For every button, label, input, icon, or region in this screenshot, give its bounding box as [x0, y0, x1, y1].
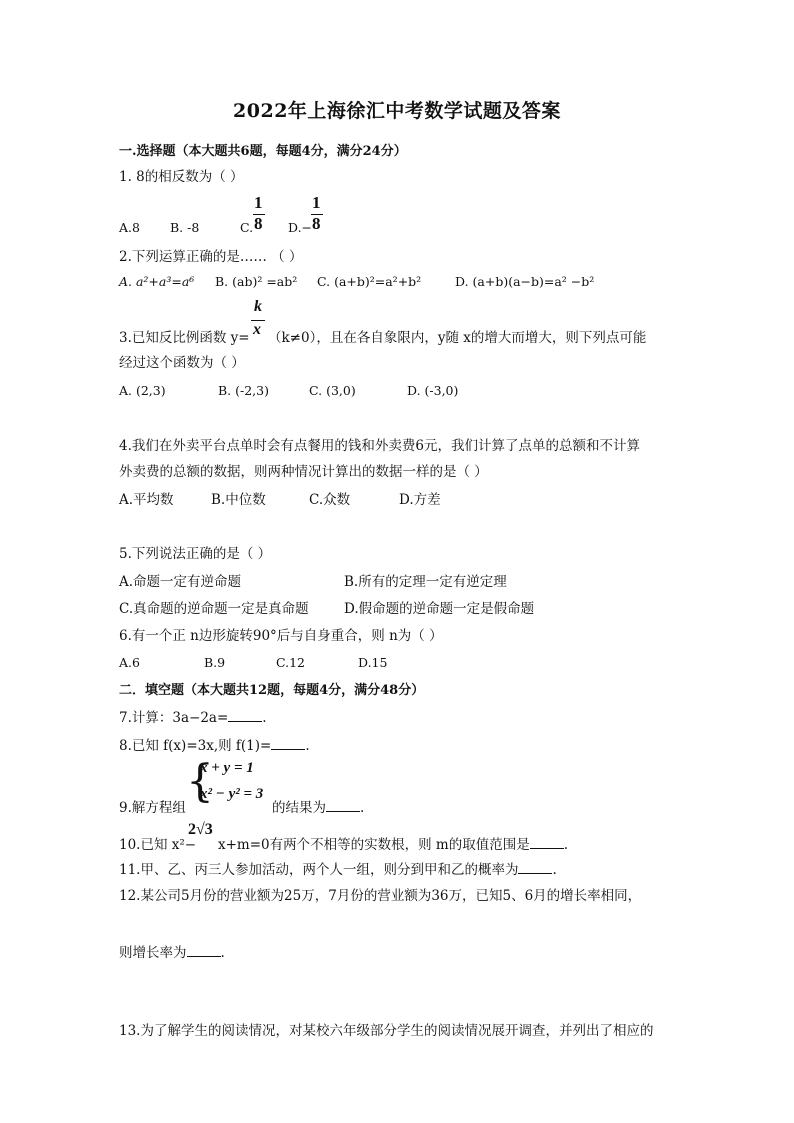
section-heading-fill: 二．填空题（本大题共12题，每题4分，满分48分） — [119, 683, 425, 698]
q6-option-b: B.9 — [204, 655, 226, 670]
question-12-line1: 12.某公司5月份的营业额为25万，7月份的营业额为36万，已知5、6月的增长率相同， — [119, 888, 642, 904]
q11-text: 11.甲、乙、丙三人参加活动，两个人一组，则分到甲和乙的概率为 — [119, 862, 519, 878]
q4-option-c: C.众数 — [309, 492, 351, 508]
q4-option-a: A.平均数 — [119, 492, 174, 508]
question-7 — [119, 706, 267, 726]
q9-post: 的结果为 — [272, 800, 326, 816]
question-5-stem: 5.下列说法正确的是（ ） — [119, 546, 272, 562]
q5-option-c: C.真命题的逆命题一定是真命题 — [119, 601, 309, 617]
q3-frac-denominator: x — [253, 321, 261, 338]
q10-answer-blank[interactable] — [530, 836, 564, 849]
q10-root-coefficient: 2√3 — [188, 821, 213, 838]
q7-text: 7.计算：3a−2a= — [119, 710, 229, 726]
q1-d-numerator: 1 — [312, 193, 321, 212]
q5-option-d: D.假命题的逆命题一定是假命题 — [344, 601, 535, 617]
q1-c-denominator: 8 — [254, 214, 263, 233]
question-8 — [119, 734, 310, 754]
question-4-line1: 4.我们在外卖平台点单时会有点餐用的钱和外卖费6元，我们计算了点单的总额和不计算 — [119, 438, 640, 454]
q9-answer-blank[interactable] — [326, 799, 360, 812]
q6-option-a: A.6 — [119, 655, 140, 670]
page-title: 2022年上海徐汇中考数学试题及答案 — [233, 100, 561, 122]
q12-text: 则增长率为 — [119, 945, 187, 961]
question-11 — [119, 858, 557, 878]
q3-option-b: B. (-2,3) — [218, 383, 269, 398]
q12-answer-blank[interactable] — [187, 944, 221, 957]
q8-answer-blank[interactable] — [271, 737, 305, 750]
q8-text: 8.已知 f(x)=3x,则 f(1)= — [119, 738, 272, 754]
question-9-tail — [272, 796, 364, 816]
q4-option-b: B.中位数 — [211, 492, 266, 508]
q2-option-c: C. (a+b)²=a²+b² — [317, 274, 422, 289]
q1-option-d: D.− — [288, 220, 313, 235]
q2-option-d: D. (a+b)(a−b)=a² −b² — [455, 274, 595, 289]
q2-option-a: A. a²+a³=a⁶ — [119, 274, 195, 289]
q2-option-b: B. (ab)² =ab² — [215, 274, 298, 289]
q11-answer-blank[interactable] — [518, 861, 552, 874]
q1-option-b: B. -8 — [170, 220, 200, 235]
q1-option-a: A.8 — [119, 220, 140, 235]
q10-text-start: 10.已知 x²− — [119, 837, 197, 853]
q10-end: . — [563, 837, 569, 853]
q5-option-b: B.所有的定理一定有逆定理 — [344, 574, 507, 590]
question-1-stem: 1. 8的相反数为（ ） — [119, 169, 244, 185]
q5-option-a: A.命题一定有逆命题 — [119, 574, 242, 590]
q9-brace: { — [186, 756, 214, 807]
q11-end: . — [552, 862, 557, 878]
q1-d-denominator: 8 — [312, 214, 321, 233]
q8-end: . — [305, 738, 310, 754]
question-4-line2: 外卖费的总额的数据，则两种情况计算出的数据一样的是（ ） — [119, 464, 488, 480]
question-3-line2: 经过这个函数为（ ） — [119, 355, 245, 371]
q3-option-d: D. (-3,0) — [407, 383, 459, 398]
q7-end: . — [262, 710, 267, 726]
q9-text: 9.解方程组 — [119, 800, 186, 816]
question-13-line1: 13.为了解学生的阅读情况，对某校六年级部分学生的阅读情况展开调查，并列出了相应的 — [119, 1023, 654, 1039]
q12-end: . — [220, 945, 225, 961]
q6-option-c: C.12 — [276, 655, 305, 670]
question-10-tail — [218, 833, 568, 853]
q9-equation-2: x² − y² = 3 — [200, 786, 264, 802]
section-heading-choice: 一.选择题（本大题共6题，每题4分，满分24分） — [119, 144, 407, 159]
q3-frac-numerator: k — [254, 298, 262, 315]
q1-option-c: C. — [240, 220, 254, 235]
q4-option-d: D.方差 — [399, 492, 441, 508]
q9-equation-1: x + y = 1 — [200, 760, 254, 776]
q3-option-c: C. (3,0) — [309, 383, 356, 398]
question-12-line2 — [119, 941, 225, 961]
q9-end: . — [360, 800, 365, 816]
q10-post: x+m=0有两个不相等的实数根，则 m的取值范围是 — [218, 837, 530, 853]
q6-option-d: D.15 — [358, 655, 388, 670]
question-3-line1-end: （k≠0），且在各自象限内，y随 x的增大而增大，则下列点可能 — [268, 330, 647, 346]
question-2-stem: 2.下列运算正确的是…… （ ） — [119, 249, 303, 265]
q7-answer-blank[interactable] — [228, 709, 262, 722]
question-6-stem: 6.有一个正 n边形旋转90°后与自身重合，则 n为（ ） — [119, 628, 443, 644]
q3-option-a: A. (2,3) — [119, 383, 166, 398]
question-3-line1-start: 3.已知反比例函数 y= — [119, 330, 250, 346]
q1-c-numerator: 1 — [254, 193, 263, 212]
